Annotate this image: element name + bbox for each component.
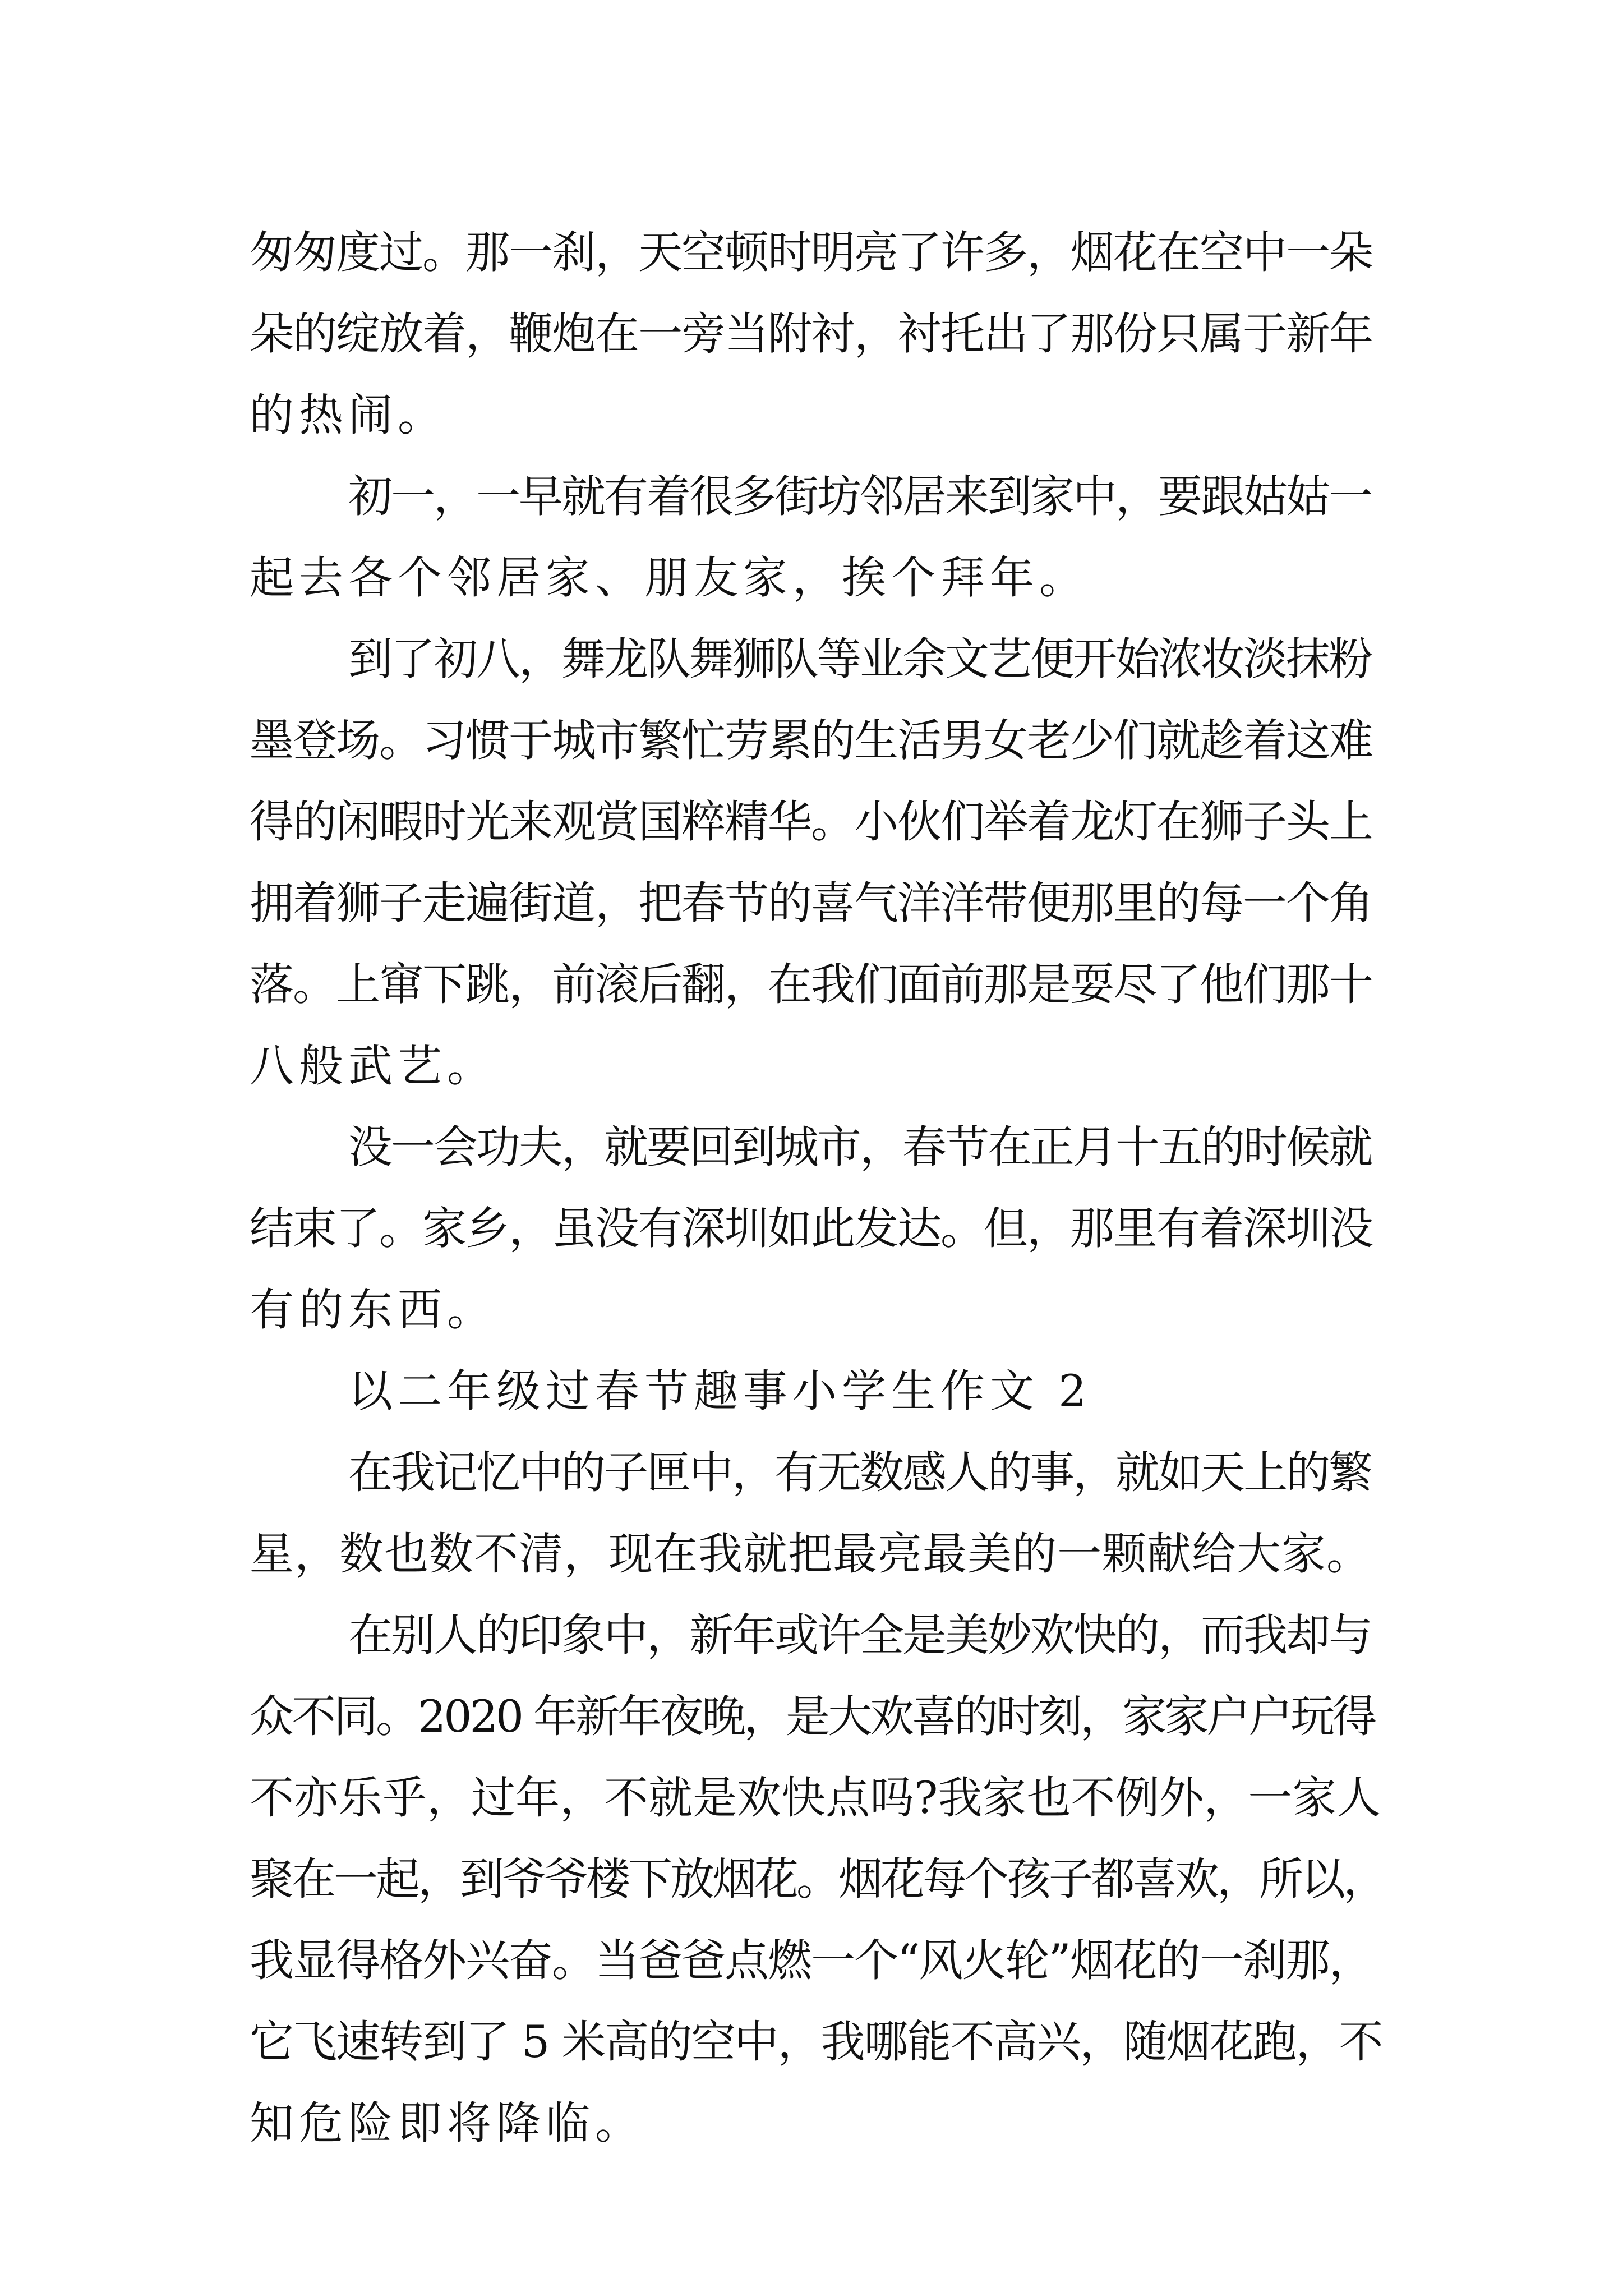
text-line: 八般武艺。 [250, 1040, 496, 1092]
text-line: 朵的绽放着，鞭炮在一旁当附衬，衬托出了那份只属于新年 [250, 308, 1372, 360]
text-line: 有的东西。 [250, 1284, 496, 1336]
text-line: 结束了。家乡，虽没有深圳如此发达。但，那里有着深圳没 [250, 1203, 1372, 1254]
text-line: 的热闹。 [250, 389, 447, 441]
text-line: 在别人的印象中，新年或许全是美妙欢快的，而我却与 [348, 1609, 1371, 1661]
text-line: 众不同。2020 年新年夜晚，是大欢喜的时刻，家家户户玩得 [250, 1691, 1375, 1742]
text-line: 我显得格外兴奋。当爸爸点燃一个“风火轮”烟花的一刹那， [250, 1935, 1372, 1986]
text-line: 它飞速转到了 5 米高的空中，我哪能不高兴，随烟花跑，不 [250, 2016, 1382, 2068]
text-line: 得的闲暇时光来观赏国粹精华。小伙们举着龙灯在狮子头上 [250, 796, 1372, 848]
text-line: 匆匆度过。那一刹，天空顿时明亮了许多，烟花在空中一朵 [250, 227, 1372, 278]
text-line: 没一会功夫，就要回到城市，春节在正月十五的时候就 [348, 1121, 1371, 1173]
text-line: 聚在一起，到爷爷楼下放烟花。烟花每个孩子都喜欢，所以， [250, 1853, 1385, 1905]
document-body [250, 212, 1385, 2164]
text-line: 知危险即将降临。 [250, 2097, 644, 2149]
text-line: 星，数也数不清，现在我就把最亮最美的一颗献给大家。 [250, 1528, 1371, 1580]
text-line: 落。上窜下跳，前滚后翻，在我们面前那是耍尽了他们那十 [250, 959, 1372, 1010]
text-line: 拥着狮子走遍街道，把春节的喜气洋洋带便那里的每一个角 [250, 877, 1372, 929]
text-line: 以二年级过春节趣事小学生作文 2 [348, 1365, 1092, 1417]
text-line: 不亦乐乎，过年，不就是欢快点吗?我家也不例外，一家人 [250, 1772, 1381, 1824]
text-line: 在我记忆中的子匣中，有无数感人的事，就如天上的繁 [348, 1447, 1371, 1498]
text-line: 到了初八，舞龙队舞狮队等业余文艺便开始浓妆淡抹粉 [348, 633, 1371, 685]
text-line: 初一，一早就有着很多街坊邻居来到家中，要跟姑姑一 [348, 471, 1371, 522]
text-line: 墨登场。习惯于城市繁忙劳累的生活男女老少们就趁着这难 [250, 715, 1372, 766]
text-line: 起去各个邻居家、朋友家，挨个拜年。 [250, 552, 1089, 604]
